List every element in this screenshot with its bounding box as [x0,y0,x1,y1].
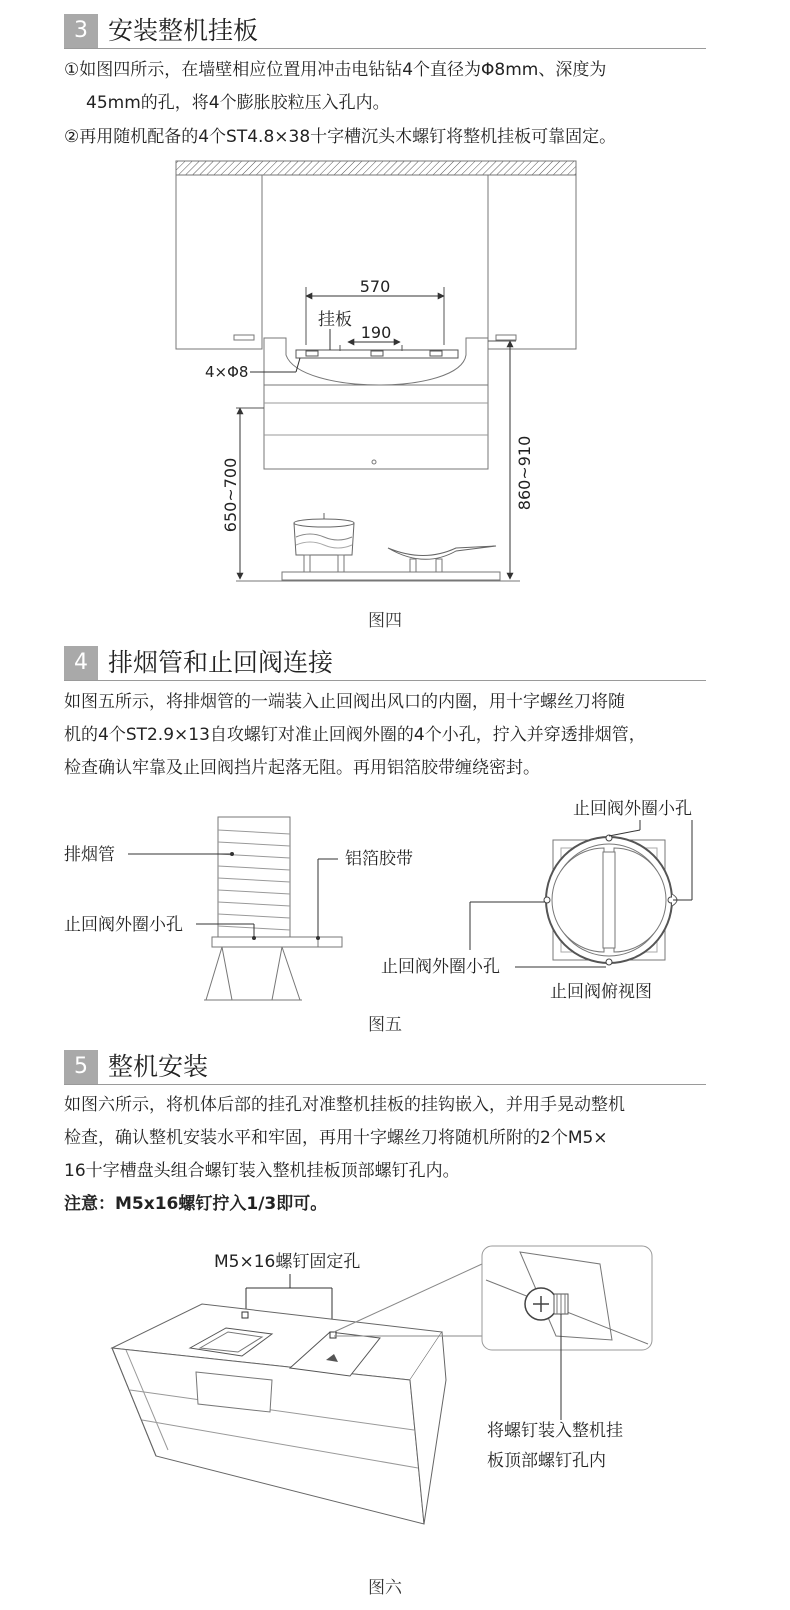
install-label-line-2: 板顶部螺钉孔内 [487,1451,606,1471]
dim-570-label: 570 [359,277,391,296]
left-cabinet [176,175,262,349]
section-3-header [64,14,706,49]
section-4-title: 排烟管和止回阀连接 [108,648,334,677]
valve-top-view-label: 止回阀俯视图 [550,982,652,1002]
hole-label-top: 止回阀外圈小孔 [573,799,692,819]
hood-upper [264,338,488,385]
stove-base [282,572,500,580]
figure-5-diagram [0,790,790,1010]
section-3-step-1: ①如图四所示，在墙壁相应位置用冲击电钻钻4个直径为Φ8mm、深度为 45mm的孔，将4个膨胀胶粒压入孔内。 [64,60,607,113]
dim-190-label: 190 [360,323,392,342]
foil-tape-label: 铝箔胶带 [345,849,413,869]
plate-label: 挂板 [318,310,352,330]
figure-6-diagram [0,1240,790,1540]
pipe-label: 排烟管 [64,845,115,865]
wok [388,546,496,559]
figure-4-caption: 图四 [368,611,402,631]
dim-650-700-label: 650~700 [221,457,240,533]
section-4-text: 如图五所示，将排烟管的一端装入止回阀出风口的内圈，用十字螺丝刀将随 机的4个ST2.9×13自攻螺钉对准止回阀外圈的4个小孔，拧入并穿透排烟管， 检查确认牢靠及止回阀挡片起落无阻。再用铝箔胶带缠绕密封。 [64,692,646,778]
holes-label: 4×Φ8 [205,363,249,381]
section-5-header [64,1050,706,1085]
section-3-number: 3 [64,14,98,48]
screw-hole-label: M5×16螺钉固定孔 [214,1252,361,1272]
ceiling-hatch [176,161,576,175]
section-5-number: 5 [64,1050,98,1084]
hood-body [264,385,488,469]
hole-label-left: 止回阀外圈小孔 [64,915,183,935]
section-4-header [64,646,706,681]
install-label-line-1: 将螺钉装入整机挂 [487,1421,623,1441]
hole-label-bottom: 止回阀外圈小孔 [381,957,500,977]
right-cabinet [488,175,576,349]
section-3-title: 安装整机挂板 [108,16,259,45]
figure-4-diagram [0,155,790,595]
figure-5-caption: 图五 [368,1015,402,1035]
dim-860-910-label: 860~910 [515,435,534,511]
section-3-step-2: ②再用随机配备的4个ST4.8×38十字槽沉头木螺钉将整机挂板可靠固定。 [64,127,617,147]
section-5-title: 整机安装 [108,1052,209,1081]
section-5-note: 注意：M5x16螺钉拧入1/3即可。 [64,1194,328,1214]
section-5-text: 如图六所示，将机体后部的挂孔对准整机挂板的挂钩嵌入，并用手晃动整机 检查，确认整机安装水平和牢固，再用十字螺丝刀将随机所附的2个M5× 16十字槽盘头组合螺钉装入整机挂板顶部螺钉孔内。 注意：M5x16螺钉拧入1/3即可。 [64,1089,714,1221]
figure-6-caption: 图六 [368,1578,402,1598]
valve-flange [212,937,342,947]
section-4-number: 4 [64,646,98,680]
